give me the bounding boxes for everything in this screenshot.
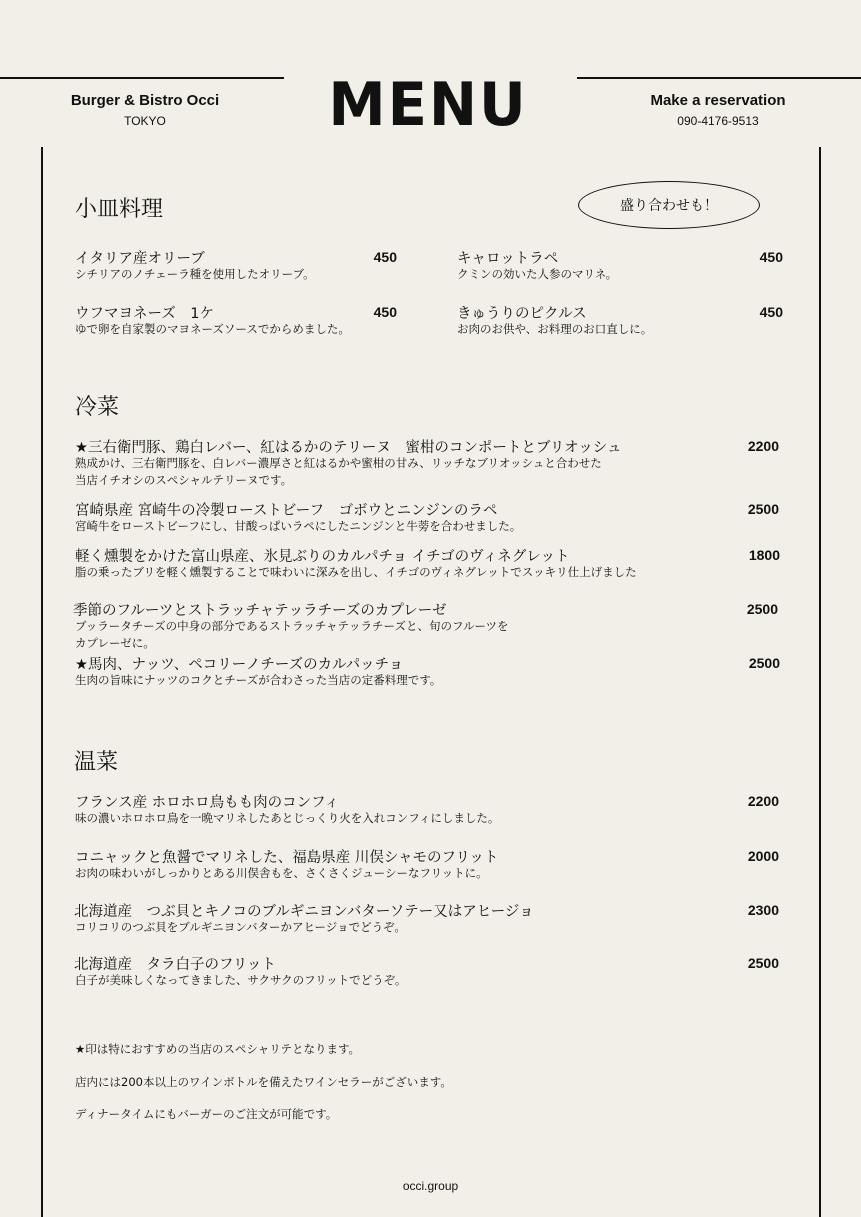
menu-item-desc: シチリアのノチェーラ種を使用したオリーブ。 [75, 267, 315, 281]
menu-item-price: 2500 [747, 501, 779, 517]
menu-item-name: 季節のフルーツとストラッチャテッラチーズのカプレーゼ [73, 603, 447, 619]
header-rule-right [577, 77, 861, 79]
restaurant-name: Burger & Bistro Occi [70, 92, 220, 109]
reservation-label: Make a reservation [650, 92, 786, 109]
menu-item-price: 450 [759, 249, 783, 265]
menu-item-desc: お肉のお供や、お料理のお口直しに。 [457, 322, 653, 336]
menu-item-price: 450 [373, 249, 397, 265]
reservation-phone[interactable]: 090-4176-9513 [677, 114, 759, 128]
section-title-cold-dishes: 冷菜 [75, 395, 120, 420]
menu-item-name: イタリア産オリーブ [75, 251, 205, 267]
note-specialite: ★印は特におすすめの当店のスペシャリテとなります。 [75, 1042, 361, 1056]
header-rule-left [0, 77, 284, 79]
menu-item-desc: クミンの効いた人参のマリネ。 [457, 267, 618, 281]
menu-item-price: 2000 [747, 848, 779, 864]
menu-item-price: 2500 [746, 601, 778, 617]
menu-item-desc: 生肉の旨味にナッツのコクとチーズが合わさった当店の定番料理です。 [75, 673, 442, 687]
menu-item-name: キャロットラペ [457, 251, 559, 267]
menu-title: MENU [328, 70, 528, 140]
menu-item-price: 2300 [747, 902, 779, 918]
menu-item-desc: 白子が美味しくなってきました、サクサクのフリットでどうぞ。 [75, 973, 407, 987]
menu-item-name: 北海道産 タラ白子のフリット [74, 957, 276, 973]
menu-item-desc: 味の濃いホロホロ鳥を一晩マリネしたあとじっくり火を入れコンフィにしました。 [75, 811, 500, 825]
footer-website[interactable]: occi.group [402, 1179, 459, 1193]
menu-item-name: ★三右衛門豚、鶏白レバー、紅はるかのテリーヌ 蜜柑のコンポートとブリオッシュ [75, 440, 622, 456]
menu-item-name: 宮崎県産 宮崎牛の冷製ローストビーフ ゴボウとニンジンのラペ [75, 503, 498, 519]
menu-item-price: 2200 [747, 793, 779, 809]
menu-item-price: 1800 [748, 547, 780, 563]
frame-left-border [41, 147, 43, 1217]
menu-item-desc: ブッラータチーズの中身の部分であるストラッチャテッラチーズと、旬のフルーツを [75, 619, 509, 633]
menu-item-desc: お肉の味わいがしっかりとある川俣舎もを、さくさくジューシーなフリットに。 [75, 866, 488, 880]
restaurant-city: TOKYO [124, 114, 166, 128]
menu-item-price: 2500 [747, 955, 779, 971]
assortment-badge-label: 盛り合わせも！ [620, 198, 718, 214]
menu-item-name: コニャックと魚醤でマリネした、福島県産 川俣シャモのフリット [75, 850, 499, 866]
note-wine-cellar: 店内には200本以上のワインボトルを備えたワインセラーがございます。 [75, 1075, 452, 1089]
menu-item-desc: 宮崎牛をローストビーフにし、甘酸っぱいラペにしたニンジンと牛蒡を合わせました。 [75, 519, 522, 533]
menu-item-price: 450 [373, 304, 397, 320]
menu-item-desc: ゆで卵を自家製のマヨネーズソースでからめました。 [75, 322, 350, 336]
menu-item-desc: 熟成かけ、三右衛門豚を、白レバー濃厚さと紅はるかや蜜柑の甘み、リッチなブリオッシュと合わせた [75, 456, 602, 470]
menu-item-name: 軽く燻製をかけた富山県産、氷見ぶりのカルパチョ イチゴのヴィネグレット [75, 549, 570, 565]
menu-item-desc: 当店イチオシのスペシャルテリーヌです。 [75, 473, 293, 487]
section-title-hot-dishes: 温菜 [74, 750, 119, 775]
note-burger-dinner: ディナータイムにもバーガーのご注文が可能です。 [75, 1107, 338, 1121]
menu-item-price: 2500 [748, 655, 780, 671]
menu-item-price: 2200 [747, 438, 779, 454]
menu-item-name: ★馬肉、ナッツ、ペコリーノチーズのカルパッチョ [75, 657, 404, 673]
assortment-badge [578, 181, 760, 229]
menu-item-price: 450 [759, 304, 783, 320]
section-title-small-plates: 小皿料理 [75, 197, 164, 222]
menu-item-name: きゅうりのピクルス [457, 306, 587, 322]
menu-item-desc: 脂の乗ったブリを軽く燻製することで味わいに深みを出し、イチゴのヴィネグレットでスッキリ仕上げました [75, 565, 637, 579]
menu-item-name: ウフマヨネーズ 1ケ [75, 306, 214, 322]
menu-item-desc: コリコリのつぶ貝をブルギニヨンバターかアヒージョでどうぞ。 [75, 920, 406, 934]
menu-item-desc: カプレーゼに。 [75, 636, 155, 650]
menu-item-name: 北海道産 つぶ貝とキノコのブルギニヨンバターソテー又はアヒージョ [74, 904, 534, 920]
menu-item-name: フランス産 ホロホロ鳥もも肉のコンフィ [75, 795, 340, 811]
frame-right-border [819, 147, 821, 1217]
